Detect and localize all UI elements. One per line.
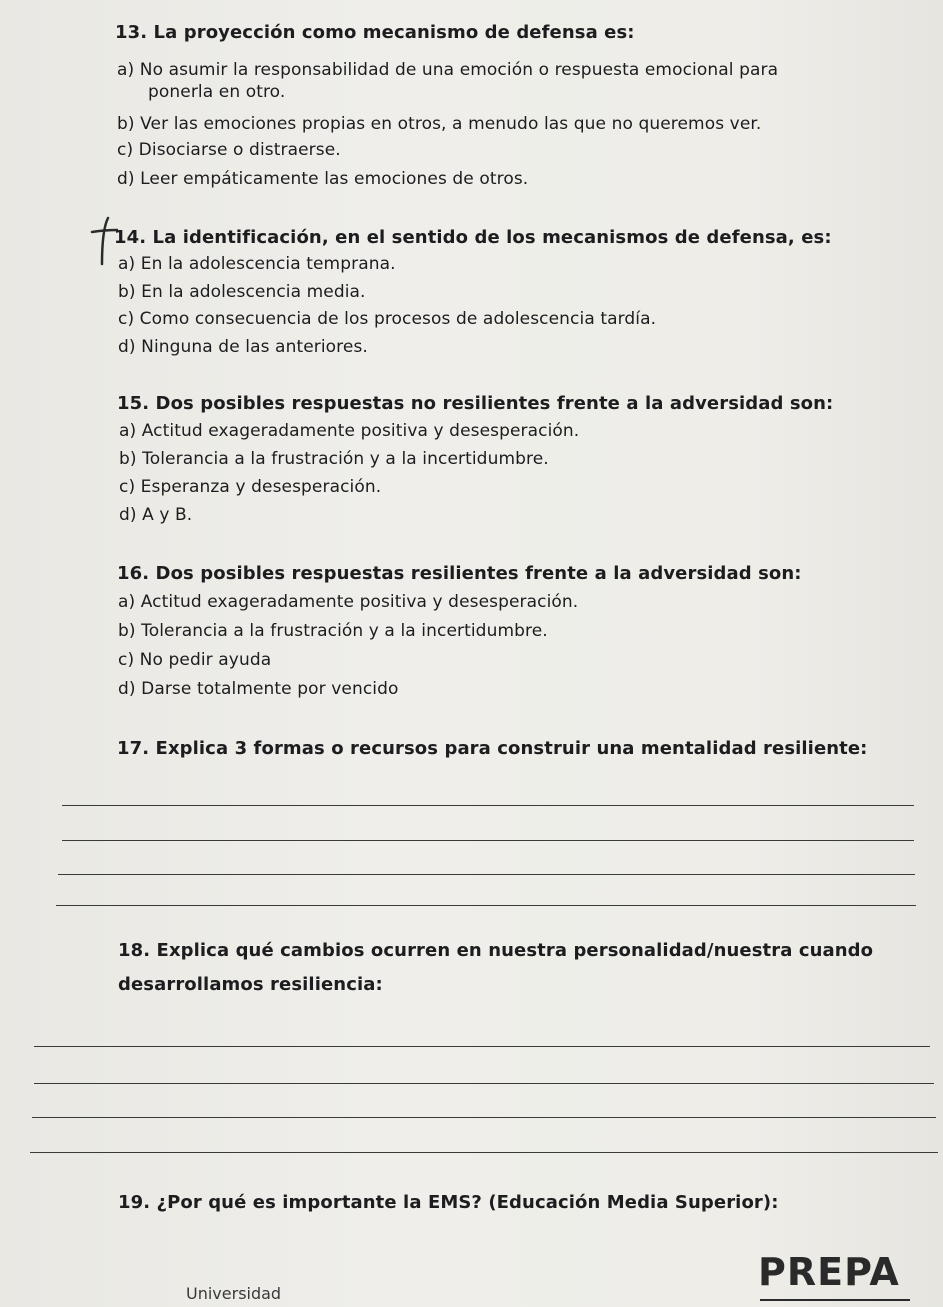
question-18-answer-line-1[interactable] — [34, 1046, 930, 1047]
footer-prepa-label: PREPA — [758, 1250, 900, 1294]
question-13-option-a-cont: ponerla en otro. — [148, 82, 286, 102]
question-16-option-b: b) Tolerancia a la frustración y a la incertidumbre. — [118, 621, 548, 641]
question-14-option-a: a) En la adolescencia temprana. — [118, 254, 396, 274]
question-18-answer-line-4[interactable] — [30, 1152, 938, 1153]
question-15-option-c: c) Esperanza y desesperación. — [119, 477, 382, 497]
question-17-answer-line-1[interactable] — [62, 805, 914, 806]
question-16-option-d: d) Darse totalmente por vencido — [118, 679, 399, 699]
question-18-title-line-1: 18. Explica qué cambios ocurren en nuestra personalidad/nuestra cuando — [118, 940, 874, 961]
question-18-answer-line-3[interactable] — [32, 1117, 936, 1118]
handwritten-check-mark — [78, 214, 118, 266]
question-15-title: 15. Dos posibles respuestas no resilientes frente a la adversidad son: — [117, 393, 834, 414]
question-18-answer-line-2[interactable] — [34, 1083, 934, 1084]
question-16-title: 16. Dos posibles respuestas resilientes frente a la adversidad son: — [117, 563, 802, 584]
question-14-option-c: c) Como consecuencia de los procesos de adolescencia tardía. — [118, 309, 657, 329]
question-17-answer-line-4[interactable] — [56, 905, 916, 906]
question-18-title-line-2: desarrollamos resiliencia: — [118, 974, 383, 995]
question-14-title: 14. La identificación, en el sentido de los mecanismos de defensa, es: — [114, 227, 832, 248]
question-15-option-d: d) A y B. — [119, 505, 193, 525]
question-13-option-d: d) Leer empáticamente las emociones de otros. — [117, 169, 529, 189]
question-19-title: 19. ¿Por qué es importante la EMS? (Educación Media Superior): — [118, 1192, 779, 1213]
question-16-option-a: a) Actitud exageradamente positiva y desesperación. — [118, 592, 579, 612]
question-17-answer-line-3[interactable] — [58, 874, 915, 875]
footer-rule — [760, 1299, 910, 1301]
footer-university-label: Universidad — [186, 1284, 282, 1303]
question-13-option-c: c) Disociarse o distraerse. — [117, 140, 341, 160]
question-14-option-b: b) En la adolescencia media. — [118, 282, 366, 302]
question-15-option-b: b) Tolerancia a la frustración y a la incertidumbre. — [119, 449, 549, 469]
question-13-option-b: b) Ver las emociones propias en otros, a menudo las que no queremos ver. — [117, 114, 762, 134]
question-13-title: 13. La proyección como mecanismo de defensa es: — [115, 22, 635, 43]
question-13-option-a: a) No asumir la responsabilidad de una emoción o respuesta emocional para — [117, 60, 779, 80]
question-17-title: 17. Explica 3 formas o recursos para construir una mentalidad resiliente: — [117, 738, 868, 759]
question-16-option-c: c) No pedir ayuda — [118, 650, 272, 670]
question-17-answer-line-2[interactable] — [62, 840, 914, 841]
question-14-option-d: d) Ninguna de las anteriores. — [118, 337, 368, 357]
question-15-option-a: a) Actitud exageradamente positiva y desesperación. — [119, 421, 580, 441]
